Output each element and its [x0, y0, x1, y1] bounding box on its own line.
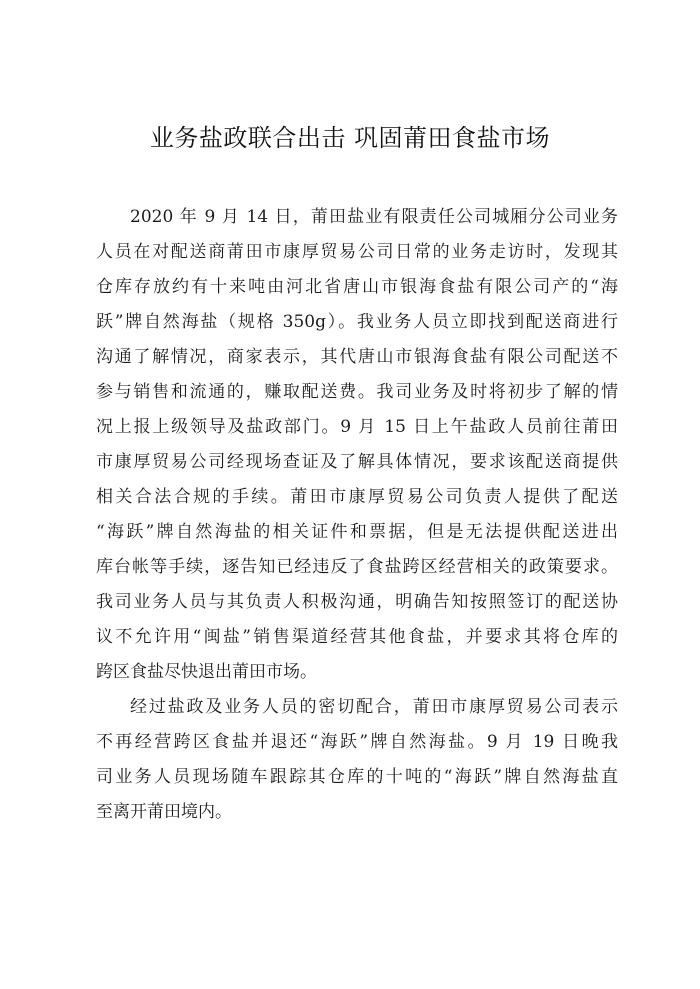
paragraph-line: 至离开莆田境内。 [96, 802, 232, 822]
document-title: 业务盐政联合出击 巩固莆田食盐市场 [149, 124, 551, 152]
paragraph-line: 仓库存放约有十来吨由河北省唐山市银海食盐有限公司产的“海 [96, 277, 618, 297]
paragraph-line: “海跃”牌自然海盐的相关证件和票据，但是无法提供配送进出 [96, 522, 618, 542]
paragraph-line: 跃”牌自然海盐（规格 350g）。我业务人员立即找到配送商进行 [96, 312, 618, 332]
paragraph-line: 况上报上级领导及盐政部门。9 月 15 日上午盐政人员前往莆田 [96, 417, 618, 437]
document-body [96, 200, 618, 830]
paragraph-line: 不再经营跨区食盐并退还“海跃”牌自然海盐。9 月 19 日晚我 [96, 732, 618, 752]
paragraph-line: 参与销售和流通的，赚取配送费。我司业务及时将初步了解的情 [96, 382, 618, 402]
paragraph [96, 200, 618, 690]
paragraph-line: 沟通了解情况，商家表示，其代唐山市银海食盐有限公司配送不 [96, 347, 618, 367]
paragraph-line: 库台帐等手续，逐告知已经违反了食盐跨区经营相关的政策要求。 [96, 557, 618, 577]
paragraph-line: 跨区食盐尽快退出莆田市场。 [96, 662, 317, 682]
paragraph-line: 我司业务人员与其负责人积极沟通，明确告知按照签订的配送协 [96, 592, 618, 612]
paragraph-line: 司业务人员现场随车跟踪其仓库的十吨的“海跃”牌自然海盐直 [96, 767, 618, 787]
paragraph-line: 相关合法合规的手续。莆田市康厚贸易公司负责人提供了配送 [96, 487, 618, 507]
paragraph-line: 2020 年 9 月 14 日，莆田盐业有限责任公司城厢分公司业务 [130, 207, 618, 227]
paragraph-line: 经过盐政及业务人员的密切配合，莆田市康厚贸易公司表示 [130, 697, 618, 717]
paragraph-line: 议不允许用“闽盐”销售渠道经营其他食盐，并要求其将仓库的 [96, 627, 618, 647]
paragraph [96, 690, 618, 830]
paragraph-line: 市康厚贸易公司经现场查证及了解具体情况，要求该配送商提供 [96, 452, 618, 472]
paragraph-line: 人员在对配送商莆田市康厚贸易公司日常的业务走访时，发现其 [96, 242, 618, 262]
